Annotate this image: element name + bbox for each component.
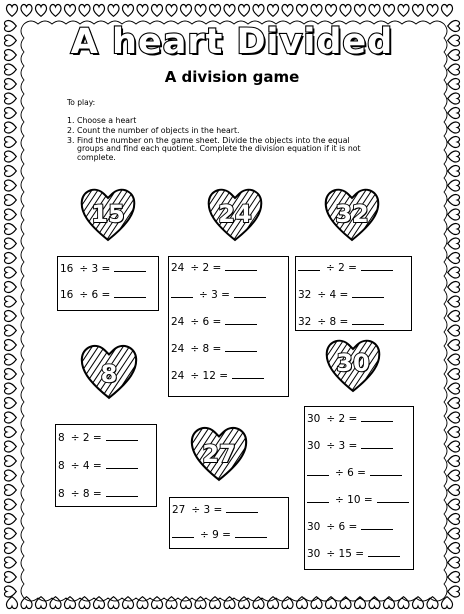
division-equation [172,528,267,541]
divisor-expression: ÷ 4 = [70,460,102,472]
divisor-expression: ÷ 4 = [317,289,349,301]
quotient-blank[interactable] [225,342,257,352]
divisor-expression: ÷ 2 = [70,432,102,444]
dividend: 24 [171,316,185,328]
equation-box-30 [304,406,414,570]
heart-number: 15 [91,200,125,228]
division-equation [58,431,138,444]
instructions-heading: To play: [67,98,96,107]
divisor-expression: ÷ 6 = [335,467,366,479]
dividend: 8 [58,488,65,500]
divisor-expression: ÷ 8 = [317,316,349,328]
divisor-expression: ÷ 3 = [199,289,230,301]
quotient-blank[interactable] [232,369,264,379]
quotient-blank[interactable] [377,493,409,503]
divisor-expression: ÷ 8 = [70,488,102,500]
divisor-expression: ÷ 3 = [326,440,358,452]
quotient-blank[interactable] [114,288,146,298]
divisor-expression: ÷ 9 = [200,529,231,541]
quotient-blank[interactable] [361,520,393,530]
division-equation [60,288,146,301]
division-equation [58,459,138,472]
heart-number: 30 [336,349,370,377]
step-2-text: Count the number of objects in the heart. [77,126,240,135]
dividend: 30 [307,521,321,533]
quotient-blank[interactable] [235,528,267,538]
dividend: 16 [60,263,74,275]
page-subtitle: A division game [164,68,300,86]
quotient-blank[interactable] [234,288,266,298]
heart-card-8[interactable] [78,340,140,402]
divisor-expression: ÷ 2 = [190,262,222,274]
divisor-expression: ÷ 12 = [190,370,229,382]
dividend-blank[interactable] [307,466,329,476]
divisor-expression: ÷ 6 = [79,289,111,301]
division-equation [298,315,384,328]
dividend: 16 [60,289,74,301]
quotient-blank[interactable] [225,261,257,271]
division-equation [171,261,257,274]
divisor-expression: ÷ 2 = [326,413,358,425]
equation-box-27 [169,497,289,549]
division-equation [307,520,393,533]
dividend: 30 [307,413,321,425]
dividend: 24 [171,262,185,274]
heart-number: 27 [202,440,236,468]
division-equation [307,547,400,560]
quotient-blank[interactable] [352,315,384,325]
dividend-blank[interactable] [172,528,194,538]
dividend: 30 [307,440,321,452]
division-equation [171,315,257,328]
equation-box-32 [295,256,412,331]
step-3-text: Find the number on the game sheet. Divide the objects into the equal groups and find each quotient. Complete the division equation if it is not complete. [77,136,361,162]
division-equation [172,503,258,516]
quotient-blank[interactable] [368,547,400,557]
page-title: A heart Divided [70,22,394,62]
divisor-expression: ÷ 3 = [79,263,111,275]
dividend: 8 [58,432,65,444]
quotient-blank[interactable] [226,503,258,513]
heart-card-32[interactable] [322,184,382,244]
heart-number: 32 [335,200,369,228]
quotient-blank[interactable] [361,439,393,449]
divisor-expression: ÷ 10 = [335,494,373,506]
quotient-blank[interactable] [106,459,138,469]
division-equation [307,439,393,452]
division-equation [307,493,409,506]
divisor-expression: ÷ 6 = [326,521,358,533]
divisor-expression: ÷ 6 = [190,316,222,328]
division-equation [171,369,264,382]
divisor-expression: ÷ 15 = [326,548,365,560]
division-equation [298,261,393,274]
heart-number: 24 [218,200,252,228]
equation-box-24 [168,256,289,397]
dividend-blank[interactable] [171,288,193,298]
step-1-number: 1. [67,116,75,125]
step-3-number: 3. [67,136,75,145]
quotient-blank[interactable] [114,262,146,272]
dividend: 32 [298,289,312,301]
equation-box-15 [57,256,159,311]
quotient-blank[interactable] [361,261,393,271]
division-equation [298,288,384,301]
heart-number: 8 [100,360,118,388]
division-equation [58,487,138,500]
equation-box-8 [55,424,157,507]
divisor-expression: ÷ 2 = [326,262,357,274]
quotient-blank[interactable] [370,466,402,476]
division-equation [307,466,402,479]
division-equation [171,288,266,301]
heart-card-30[interactable] [323,335,383,395]
division-equation [60,262,146,275]
dividend: 32 [298,316,312,328]
divisor-expression: ÷ 8 = [190,343,222,355]
dividend: 24 [171,343,185,355]
divisor-expression: ÷ 3 = [191,504,223,516]
dividend-blank[interactable] [307,493,329,503]
step-1-text: Choose a heart [77,116,137,125]
dividend: 30 [307,548,321,560]
dividend: 27 [172,504,186,516]
quotient-blank[interactable] [106,431,138,441]
quotient-blank[interactable] [225,315,257,325]
heart-card-15[interactable] [78,184,138,244]
dividend: 8 [58,460,65,472]
heart-card-27[interactable] [188,422,250,484]
step-2-number: 2. [67,126,75,135]
dividend: 24 [171,370,185,382]
quotient-blank[interactable] [106,487,138,497]
division-equation [307,412,393,425]
heart-card-24[interactable] [205,184,265,244]
quotient-blank[interactable] [361,412,393,422]
division-equation [171,342,257,355]
quotient-blank[interactable] [352,288,384,298]
dividend-blank[interactable] [298,261,320,271]
